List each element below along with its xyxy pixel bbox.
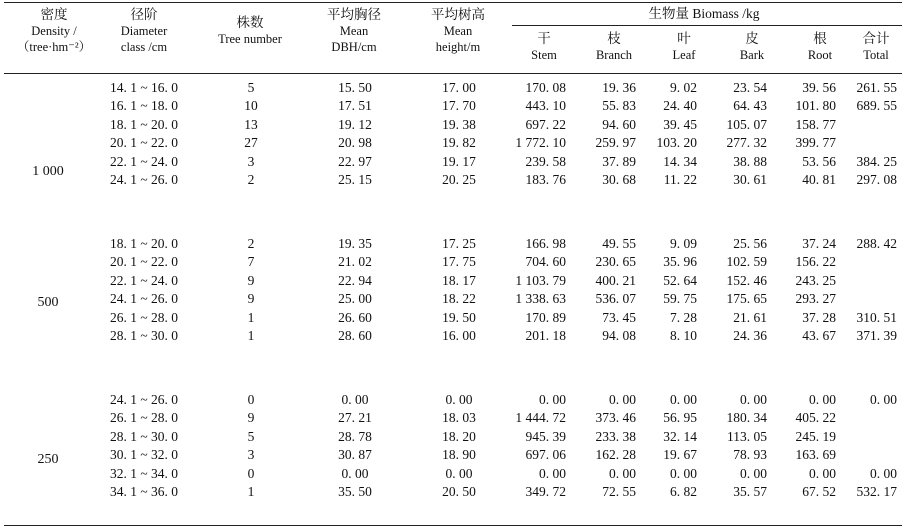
height-cell: 18. 20 (442, 428, 476, 444)
total-cell: 297. 08 (856, 172, 897, 187)
stem-header-zh: 干 (537, 31, 551, 46)
tree-number-cell: 2 (247, 236, 255, 251)
diameter-cell: 20. 1 ~ 22. 0 (109, 254, 179, 270)
height-cell: 18. 17 (442, 272, 476, 288)
tree-number-cell: 10 (244, 98, 258, 114)
tree-number-cell: 0 (247, 392, 255, 407)
dbh-cell: 26. 60 (338, 309, 372, 325)
density-value: 250 (37, 452, 59, 467)
height-cell: 17. 70 (442, 98, 476, 114)
tree-number-cell: 1 (247, 328, 255, 343)
diameter-cell: 24. 1 ~ 26. 0 (109, 291, 179, 307)
leaf-header (673, 31, 696, 63)
total-cell: 0. 00 (870, 465, 897, 481)
branch-cell: 230. 65 (595, 254, 636, 270)
branch-header-zh: 枝 (607, 31, 621, 46)
height-cell: 16. 00 (442, 328, 476, 343)
root-cell: 0. 00 (809, 392, 836, 407)
diameter-cell: 24. 1 ~ 26. 0 (109, 392, 179, 407)
stem-cell: 170. 89 (525, 309, 566, 325)
density-header (17, 7, 91, 55)
bark-cell: 35. 57 (733, 484, 767, 499)
stem-cell: 1 103. 79 (515, 272, 566, 288)
diameter-header (121, 7, 168, 55)
stem-cell: 349. 72 (525, 484, 566, 499)
branch-cell: 373. 46 (595, 410, 636, 426)
tree-number-cell: 9 (247, 272, 255, 288)
dbh-cell: 25. 00 (338, 291, 372, 307)
stem-cell: 697. 22 (525, 116, 566, 132)
tree-number-header-zh: 株数 (236, 15, 264, 30)
dbh-header-en: Mean (339, 24, 369, 38)
biomass-group-rule (512, 25, 902, 26)
dbh-cell: 25. 15 (338, 172, 372, 187)
tree-number-cell: 2 (247, 172, 255, 187)
dbh-header-zh: 平均胸径 (327, 7, 381, 22)
total-cell: 689. 55 (856, 98, 897, 114)
stem-cell: 1 338. 63 (515, 291, 566, 307)
leaf-cell: 6. 82 (670, 484, 697, 499)
branch-cell: 400. 21 (595, 272, 636, 288)
root-cell: 405. 22 (795, 410, 836, 426)
leaf-header-en: Leaf (672, 48, 696, 62)
branch-cell: 37. 89 (602, 153, 636, 169)
dbh-cell: 15. 50 (338, 80, 372, 95)
height-cell: 17. 75 (442, 254, 476, 270)
bark-cell: 102. 59 (726, 254, 767, 270)
leaf-cell: 35. 96 (663, 254, 697, 270)
total-cell: 261. 55 (856, 80, 897, 95)
height-cell: 19. 38 (442, 116, 476, 132)
height-cell: 17. 00 (442, 80, 476, 95)
branch-header-en: Branch (595, 48, 633, 62)
branch-cell: 0. 00 (609, 465, 636, 481)
tree-number-cell: 3 (247, 447, 255, 463)
dbh-cell: 27. 21 (338, 410, 372, 426)
branch-cell: 49. 55 (602, 236, 636, 251)
root-header-en: Root (807, 48, 833, 62)
dbh-cell: 0. 00 (341, 392, 369, 407)
bark-cell: 64. 43 (733, 98, 767, 114)
root-cell: 156. 22 (795, 254, 836, 270)
height-cell: 18. 03 (442, 410, 476, 426)
total-cell: 288. 42 (856, 236, 897, 251)
tree-number-cell: 9 (247, 291, 255, 307)
dbh-header-unit: DBH/cm (331, 40, 377, 54)
stem-cell: 1 772. 10 (515, 135, 566, 151)
stem-cell: 697. 06 (525, 447, 566, 463)
root-cell: 245. 19 (795, 428, 836, 444)
tree-number-cell: 27 (244, 135, 258, 151)
diameter-cell: 28. 1 ~ 30. 0 (109, 428, 179, 444)
diameter-cell: 22. 1 ~ 24. 0 (109, 272, 179, 288)
tree-number-cell: 0 (247, 465, 255, 481)
diameter-cell: 26. 1 ~ 28. 0 (109, 309, 179, 325)
bark-cell: 24. 36 (733, 328, 767, 343)
bark-cell: 21. 61 (733, 309, 767, 325)
leaf-cell: 103. 20 (656, 135, 697, 151)
bark-cell: 175. 65 (726, 291, 767, 307)
bark-header (740, 31, 764, 63)
leaf-cell: 7. 28 (670, 309, 697, 325)
branch-cell: 19. 36 (602, 80, 636, 95)
dbh-cell: 19. 12 (338, 116, 372, 132)
leaf-cell: 19. 67 (663, 447, 697, 463)
height-cell: 20. 50 (442, 484, 476, 499)
bark-cell: 78. 93 (733, 447, 767, 463)
leaf-cell: 32. 14 (663, 428, 697, 444)
stem-cell: 239. 58 (525, 153, 566, 169)
bark-cell: 105. 07 (726, 116, 767, 132)
leaf-cell: 8. 10 (670, 328, 697, 343)
tree-number-cell: 5 (247, 80, 255, 95)
density-header-unit: （tree·hm⁻²） (16, 40, 92, 54)
leaf-header-zh: 叶 (677, 31, 691, 46)
bark-cell: 277. 32 (726, 135, 767, 151)
leaf-cell: 14. 34 (663, 153, 697, 169)
total-cell: 384. 25 (856, 153, 897, 169)
height-cell: 18. 90 (442, 447, 476, 463)
branch-cell: 73. 45 (602, 309, 636, 325)
tree-number-cell: 5 (247, 428, 255, 444)
dbh-cell: 19. 35 (338, 236, 372, 251)
dbh-cell: 30. 87 (338, 447, 372, 463)
bark-cell: 0. 00 (740, 392, 767, 407)
height-header-zh: 平均树高 (431, 7, 485, 22)
height-cell: 20. 25 (442, 172, 476, 187)
total-cell: 532. 17 (856, 484, 897, 499)
leaf-cell: 9. 09 (670, 236, 697, 251)
dbh-cell: 20. 98 (338, 135, 372, 151)
stem-cell: 183. 76 (525, 172, 566, 187)
dbh-cell: 0. 00 (341, 465, 369, 481)
bottom-rule (4, 525, 902, 526)
bark-cell: 25. 56 (733, 236, 767, 251)
dbh-cell: 21. 02 (338, 254, 372, 270)
dbh-cell: 28. 60 (338, 328, 372, 343)
dbh-cell: 28. 78 (338, 428, 372, 444)
tree-number-cell: 7 (247, 254, 255, 270)
leaf-cell: 0. 00 (670, 392, 697, 407)
leaf-cell: 24. 40 (663, 98, 697, 114)
root-cell: 293. 27 (795, 291, 836, 307)
stem-header (531, 31, 557, 63)
branch-cell: 94. 60 (602, 116, 636, 132)
diameter-cell: 30. 1 ~ 32. 0 (109, 447, 179, 463)
bark-cell: 152. 46 (726, 272, 767, 288)
dbh-cell: 17. 51 (338, 98, 372, 114)
total-cell: 371. 39 (856, 328, 897, 343)
tree-number-cell: 9 (247, 410, 255, 426)
root-cell: 101. 80 (795, 98, 836, 114)
bark-cell: 113. 05 (727, 428, 767, 444)
root-cell: 40. 81 (802, 172, 836, 187)
diameter-cell: 32. 1 ~ 34. 0 (109, 465, 179, 481)
root-cell: 158. 77 (795, 116, 836, 132)
height-cell: 17. 25 (442, 236, 476, 251)
branch-cell: 72. 55 (602, 484, 636, 499)
diameter-cell: 14. 1 ~ 16. 0 (109, 80, 179, 95)
stem-cell: 166. 98 (525, 236, 566, 251)
stem-cell: 945. 39 (525, 428, 566, 444)
height-cell: 0. 00 (445, 465, 473, 481)
root-cell: 37. 28 (802, 309, 836, 325)
root-cell: 53. 56 (802, 153, 836, 169)
root-header (808, 31, 832, 63)
diameter-header-zh: 径阶 (130, 7, 158, 22)
leaf-cell: 11. 22 (663, 172, 697, 187)
top-rule (4, 2, 902, 3)
leaf-cell: 39. 45 (663, 116, 697, 132)
branch-cell: 55. 83 (602, 98, 636, 114)
diameter-cell: 24. 1 ~ 26. 0 (109, 172, 179, 187)
stem-cell: 0. 00 (539, 465, 566, 481)
root-cell: 163. 69 (795, 447, 836, 463)
bark-cell: 30. 61 (733, 172, 767, 187)
branch-header (596, 31, 632, 63)
branch-cell: 30. 68 (602, 172, 636, 187)
density-value: 1 000 (32, 164, 64, 179)
diameter-cell: 28. 1 ~ 30. 0 (109, 328, 179, 343)
branch-cell: 259. 97 (595, 135, 636, 151)
stem-cell: 0. 00 (539, 392, 566, 407)
root-cell: 399. 77 (795, 135, 836, 151)
height-cell: 0. 00 (445, 392, 473, 407)
density-header-zh: 密度 (40, 7, 68, 22)
height-cell: 19. 82 (442, 135, 476, 151)
tree-number-cell: 13 (244, 116, 258, 132)
density-value: 500 (37, 295, 59, 310)
tree-number-cell: 1 (247, 309, 255, 325)
branch-cell: 0. 00 (609, 392, 636, 407)
bark-header-en: Bark (739, 48, 765, 62)
dbh-header (327, 7, 381, 55)
total-header-zh: 合计 (862, 31, 890, 46)
tree-number-header (218, 15, 282, 47)
root-cell: 67. 52 (802, 484, 836, 499)
root-cell: 43. 67 (802, 328, 836, 343)
diameter-cell: 16. 1 ~ 18. 0 (109, 98, 179, 114)
bark-cell: 180. 34 (726, 410, 767, 426)
stem-cell: 201. 18 (525, 328, 566, 343)
height-cell: 19. 50 (442, 309, 476, 325)
bark-cell: 38. 88 (733, 153, 767, 169)
diameter-cell: 22. 1 ~ 24. 0 (109, 153, 179, 169)
root-cell: 0. 00 (809, 465, 836, 481)
dbh-cell: 22. 94 (338, 272, 372, 288)
density-header-en: Density / (31, 24, 77, 38)
biomass-header: 生物量 Biomass /kg (648, 6, 760, 21)
total-header (863, 31, 890, 63)
branch-cell: 94. 08 (602, 328, 636, 343)
height-header (431, 7, 485, 55)
root-cell: 243. 25 (795, 272, 836, 288)
leaf-cell: 0. 00 (670, 465, 697, 481)
height-cell: 19. 17 (442, 153, 476, 169)
root-cell: 39. 56 (802, 80, 836, 95)
diameter-cell: 20. 1 ~ 22. 0 (109, 135, 179, 151)
tree-number-header-en: Tree number (218, 32, 282, 46)
height-header-unit: height/m (435, 40, 481, 54)
stem-cell: 1 444. 72 (515, 410, 566, 426)
total-cell: 0. 00 (870, 392, 897, 407)
leaf-cell: 52. 64 (663, 272, 697, 288)
height-cell: 18. 22 (442, 291, 476, 307)
tree-number-cell: 1 (247, 484, 255, 499)
stem-cell: 170. 08 (525, 80, 566, 95)
branch-cell: 536. 07 (595, 291, 636, 307)
diameter-cell: 26. 1 ~ 28. 0 (109, 410, 179, 426)
leaf-cell: 9. 02 (670, 80, 697, 95)
height-header-en: Mean (443, 24, 473, 38)
bark-cell: 23. 54 (733, 80, 767, 95)
diameter-cell: 18. 1 ~ 20. 0 (109, 236, 179, 251)
bark-cell: 0. 00 (740, 465, 767, 481)
leaf-cell: 56. 95 (663, 410, 697, 426)
diameter-header-unit: class /cm (120, 40, 168, 54)
leaf-cell: 59. 75 (663, 291, 697, 307)
stem-header-en: Stem (531, 48, 557, 62)
stem-cell: 704. 60 (525, 254, 566, 270)
total-header-en: Total (863, 48, 889, 62)
dbh-cell: 22. 97 (338, 153, 372, 169)
branch-cell: 233. 38 (595, 428, 636, 444)
root-header-zh: 根 (813, 31, 827, 46)
stem-cell: 443. 10 (525, 98, 566, 114)
bark-header-zh: 皮 (745, 31, 759, 46)
header-rule (4, 73, 902, 74)
diameter-header-en: Diameter (120, 24, 168, 38)
branch-cell: 162. 28 (595, 447, 636, 463)
tree-number-cell: 3 (247, 153, 255, 169)
dbh-cell: 35. 50 (338, 484, 372, 499)
diameter-cell: 34. 1 ~ 36. 0 (109, 484, 179, 499)
total-cell: 310. 51 (856, 309, 897, 325)
diameter-cell: 18. 1 ~ 20. 0 (109, 116, 179, 132)
root-cell: 37. 24 (802, 236, 836, 251)
